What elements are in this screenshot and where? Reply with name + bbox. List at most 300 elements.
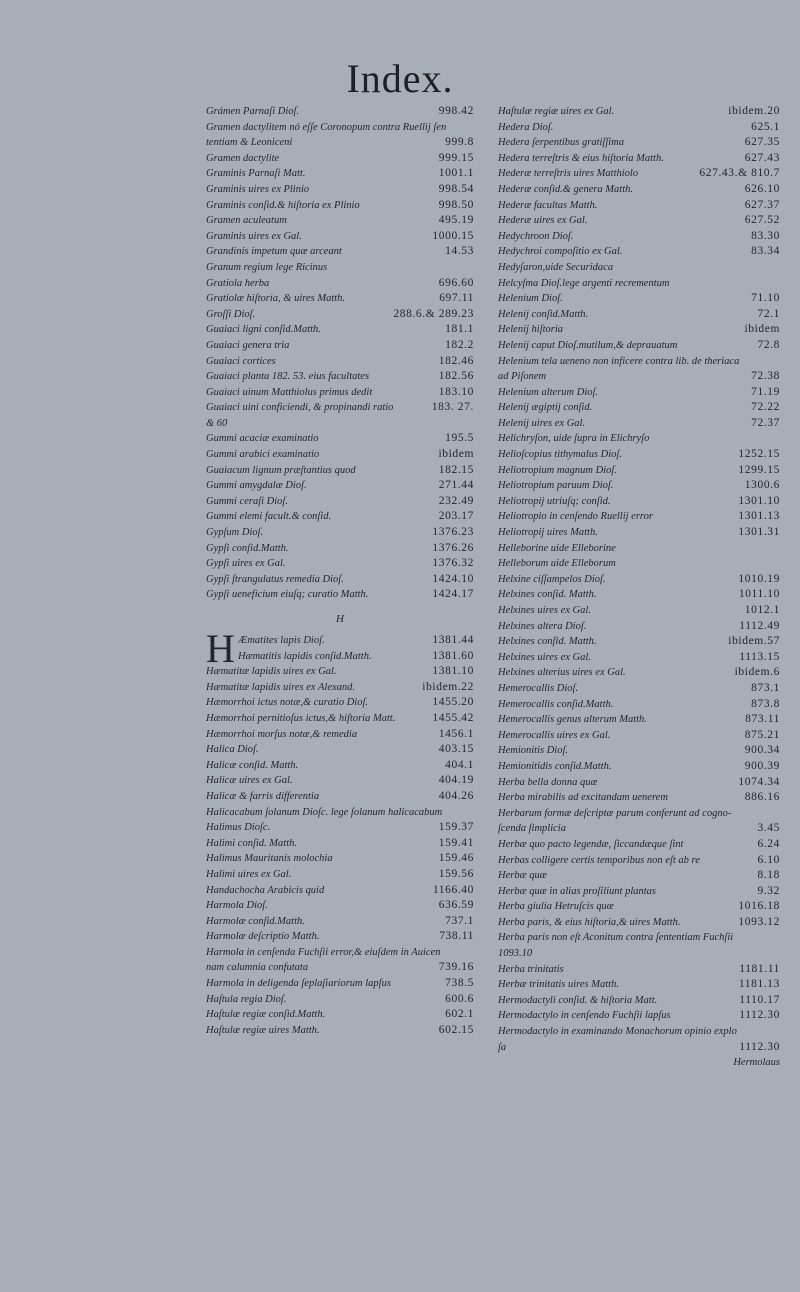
entry-reference: 1456.1 xyxy=(438,727,474,740)
index-entry xyxy=(498,182,780,198)
entry-term: Guaiaci ligni conſid.Matth. xyxy=(206,324,321,336)
entry-reference: 1166.40 xyxy=(432,883,474,896)
index-entry xyxy=(498,1040,780,1056)
index-entry xyxy=(498,385,780,401)
entry-term: Herbæ quæ in alias proſiliunt plantas xyxy=(498,885,657,897)
index-entry xyxy=(498,494,780,510)
entry-term: Haſtulæ regiæ uires ex Gal. xyxy=(498,106,615,117)
entry-reference: 83.34 xyxy=(751,245,780,258)
entry-term: Harmolæ deſcriptio Matth. xyxy=(206,931,320,943)
entry-term: Herbas colligere certis temporibus non eſt ab re xyxy=(498,854,700,866)
entry-term: Haſtulæ regiæ uires Matth. xyxy=(206,1024,320,1036)
entry-term: Helxine ciſſampelos Dioſ. xyxy=(498,573,606,585)
entry-term: Heliotropium magnum Dioſ. xyxy=(498,464,617,476)
entry-reference: 873.11 xyxy=(745,713,780,726)
entry-term: Herba paris, & eius hiſtoria,& uires Matth. xyxy=(498,916,681,928)
entry-term: Helenij caput Dioſ.mutilum,& deprauatum xyxy=(498,339,678,351)
entry-reference: 8.18 xyxy=(757,869,780,882)
entry-term: Hedera terreſtris & eius hiſtoria Matth. xyxy=(498,152,664,164)
index-entry xyxy=(206,758,474,774)
index-entry xyxy=(206,447,474,463)
entry-term: Halimus Mauritanis molochia xyxy=(206,853,333,865)
index-entry xyxy=(498,915,780,931)
entry-reference: 195.5 xyxy=(445,432,474,445)
index-entry xyxy=(498,619,780,635)
entry-reference: ibidem.22 xyxy=(422,680,474,693)
entry-reference: 182.2 xyxy=(445,338,474,351)
index-entry xyxy=(498,291,780,307)
index-entry xyxy=(206,727,474,743)
entry-term: Helenium Dioſ. xyxy=(498,293,563,305)
entry-term: Helxines alterius uires ex Gal. xyxy=(498,667,626,679)
entry-reference: 1455.42 xyxy=(432,711,474,724)
entry-reference: 600.6 xyxy=(445,992,474,1005)
index-entry xyxy=(206,992,474,1008)
index-entry xyxy=(498,151,780,167)
entry-reference: 873.8 xyxy=(751,697,780,710)
entry-reference: 72.1 xyxy=(757,307,780,320)
index-entry xyxy=(206,198,474,214)
entry-term: Halicacabum ſolanum Dioſc. lege ſolanum halicacabum xyxy=(206,806,443,818)
entry-term: Heliotropium paruum Dioſ. xyxy=(498,480,614,492)
index-entry xyxy=(498,260,780,276)
entry-term: Hederæ terreſtris uires Matthiolo xyxy=(498,168,639,180)
entry-term: Herba bella donna quæ xyxy=(498,776,598,788)
entry-reference: 404.19 xyxy=(438,774,474,787)
index-entry xyxy=(238,649,474,665)
entry-term: Æmatites lapis Dioſ. xyxy=(238,635,325,646)
entry-reference: 1376.26 xyxy=(432,541,474,554)
index-entry xyxy=(206,244,474,260)
entry-term: Halicæ & farris differentia xyxy=(206,790,320,802)
entry-term: Haſtulæ regiæ conſid.Matth. xyxy=(206,1009,326,1021)
index-entry xyxy=(498,728,780,744)
entry-reference: ibidem.57 xyxy=(728,635,780,648)
entry-reference: 627.52 xyxy=(744,214,780,227)
index-entry xyxy=(206,851,474,867)
entry-reference: 182.46 xyxy=(438,354,474,367)
entry-reference: 6.10 xyxy=(757,853,780,866)
entry-term: Helxines altera Dioſ. xyxy=(498,620,587,632)
entry-reference: 1074.34 xyxy=(738,775,780,788)
entry-reference: 1376.23 xyxy=(432,526,474,539)
entry-term: Heliotropij uires Matth. xyxy=(498,527,598,539)
index-entry xyxy=(498,229,780,245)
entry-reference: 1381.10 xyxy=(432,665,474,678)
entry-reference: 72.22 xyxy=(751,401,780,414)
dropcap-letter: H xyxy=(206,626,235,671)
entry-term: Hæmorrhoi pernitioſus ictus,& hiſtoria Matt. xyxy=(206,712,396,724)
entry-term: Halimi conſid. Matth. xyxy=(206,837,297,849)
index-entry xyxy=(498,525,780,541)
index-entry xyxy=(206,867,474,883)
entry-term: Hemerocallis Dioſ. xyxy=(498,682,579,694)
index-entry xyxy=(206,587,474,603)
entry-reference: 998.42 xyxy=(438,105,474,117)
entry-term: Guaiaci uinum Matthiolus primus dedit xyxy=(206,386,373,398)
entry-term: Harmolæ conſid.Matth. xyxy=(206,915,305,927)
entry-reference: 602.15 xyxy=(438,1023,474,1036)
index-entry xyxy=(206,120,474,136)
entry-term: ſa xyxy=(498,1041,507,1053)
index-entry xyxy=(206,509,474,525)
entry-term: Hedera ſerpentibus gratiſſima xyxy=(498,137,624,149)
entry-reference: 626.10 xyxy=(744,182,780,195)
index-entry xyxy=(498,322,780,338)
index-entry xyxy=(206,1007,474,1023)
index-entry xyxy=(206,976,474,992)
page-title: Index. xyxy=(346,56,454,101)
index-entry xyxy=(498,572,780,588)
entry-reference: 404.1 xyxy=(445,758,474,771)
index-entry xyxy=(498,743,780,759)
entry-term: Hæmatitæ lapidis uires ex Gal. xyxy=(206,666,337,678)
entry-term: Guaiaci cortices xyxy=(206,355,276,367)
entry-reference: 739.16 xyxy=(438,961,474,974)
entry-reference: 1424.10 xyxy=(432,572,474,585)
entry-term: Halicæ conſid. Matth. xyxy=(206,759,299,771)
entry-term: Helxines uires ex Gal. xyxy=(498,605,591,616)
index-entry xyxy=(206,400,474,416)
entry-reference: 602.1 xyxy=(445,1008,474,1021)
entry-term: Hedychroon Dioſ. xyxy=(498,230,574,242)
index-entry xyxy=(206,820,474,836)
entry-reference: 6.24 xyxy=(757,837,780,850)
entry-reference: 183. 27. xyxy=(431,401,474,414)
entry-term: Hederæ facultas Matth. xyxy=(498,199,598,211)
index-entry xyxy=(206,354,474,370)
entry-reference: 627.43 xyxy=(744,151,780,164)
entry-term: Helxines conſid. Matth. xyxy=(498,636,597,648)
entry-reference: 886.16 xyxy=(744,791,780,804)
entry-term: Helenij ægiptij conſid. xyxy=(498,402,593,414)
index-entry xyxy=(498,650,780,666)
dropcap-block xyxy=(206,626,474,671)
entry-term: Heliotropio in cenſendo Ruellij error xyxy=(498,511,653,523)
entry-reference: 697.11 xyxy=(439,292,474,305)
index-entry xyxy=(498,276,780,292)
entry-reference: 181.1 xyxy=(445,323,474,336)
entry-term: Gypſi conſid.Matth. xyxy=(206,542,289,554)
entry-reference: 1424.17 xyxy=(432,588,474,601)
index-entry xyxy=(498,509,780,525)
index-entry xyxy=(498,775,780,791)
index-entry xyxy=(498,1024,780,1040)
index-entry xyxy=(206,898,474,914)
index-entry xyxy=(498,541,780,557)
entry-term: Hedera Dioſ. xyxy=(498,121,554,133)
entry-reference: 1010.19 xyxy=(738,572,780,585)
entry-reference: 1112.49 xyxy=(739,619,780,632)
entry-reference: 1301.31 xyxy=(738,526,780,539)
index-entry xyxy=(206,213,474,229)
entry-reference: 1112.30 xyxy=(739,1040,780,1053)
entry-reference: 182.15 xyxy=(438,463,474,476)
index-entry xyxy=(498,104,780,120)
entry-term: Grandinis impetum quæ arceant xyxy=(206,246,342,258)
index-entry xyxy=(498,946,780,962)
entry-reference: 1113.15 xyxy=(739,650,780,663)
entry-term: Hæmatitæ lapidis uires ex Alexand. xyxy=(206,681,356,693)
index-entry xyxy=(498,837,780,853)
index-entry xyxy=(498,962,780,978)
right-column xyxy=(498,104,780,1068)
entry-reference: 1181.11 xyxy=(739,962,780,975)
entry-term: Herba giulia Hetruſcis quæ xyxy=(498,901,614,913)
entry-reference: 404.26 xyxy=(438,789,474,802)
entry-term: Helenij conſid.Matth. xyxy=(498,308,589,320)
index-entry xyxy=(498,244,780,260)
index-entry xyxy=(498,354,780,370)
entry-term: Helenij hiſtoria xyxy=(498,324,564,336)
index-entry xyxy=(498,884,780,900)
entry-reference: 9.32 xyxy=(757,884,780,897)
entry-term: Graminis uires ex Gal. xyxy=(206,230,302,242)
index-entry xyxy=(206,478,474,494)
entry-reference: 998.50 xyxy=(438,198,474,211)
entry-term: Hemionitis Dioſ. xyxy=(498,745,568,757)
entry-term: Gramen dactylite xyxy=(206,152,280,164)
entry-reference: 1381.44 xyxy=(432,634,474,646)
index-entry xyxy=(206,1023,474,1039)
entry-reference: 873.1 xyxy=(751,681,780,694)
entry-reference: 232.49 xyxy=(438,494,474,507)
entry-reference: ibidem xyxy=(744,323,780,336)
entry-term: Helxines uires ex Gal. xyxy=(498,651,591,663)
entry-term: Helcyſma Dioſ.lege argenti recrementum xyxy=(498,277,670,289)
index-entry xyxy=(498,135,780,151)
entry-term: Hæmorrhoi ictus notæ,& curatio Dioſ. xyxy=(206,697,368,709)
entry-term: Hemerocallis uires ex Gal. xyxy=(498,729,611,741)
entry-term: 1093.10 xyxy=(498,948,533,960)
entry-term: Graminis uires ex Plinio xyxy=(206,183,310,195)
entry-reference: ibidem xyxy=(438,448,474,461)
h-entries xyxy=(206,664,474,1038)
entry-reference: 1093.12 xyxy=(738,915,780,928)
index-entry xyxy=(206,260,474,276)
entry-reference: 403.15 xyxy=(438,743,474,756)
index-entry xyxy=(498,977,780,993)
entry-term: Heliotropij utriuſq; conſid. xyxy=(498,495,611,507)
index-entry xyxy=(206,229,474,245)
entry-term: Halica Dioſ. xyxy=(206,744,259,756)
entry-term: Gypſum Dioſ. xyxy=(206,527,264,539)
entry-term: Gypſi ueneficium eiuſq; curatio Matth. xyxy=(206,589,369,601)
entry-reference: 495.19 xyxy=(438,214,474,227)
entry-term: Graminis Parnaſi Matt. xyxy=(206,168,306,180)
entry-term: Harmola in deligenda ſeplaſiariorum lapſus xyxy=(206,978,391,990)
entry-reference: 625.1 xyxy=(751,120,780,133)
index-entry xyxy=(206,541,474,557)
index-entry xyxy=(498,431,780,447)
index-entry xyxy=(206,711,474,727)
entry-reference: 71.19 xyxy=(751,385,780,398)
index-entry xyxy=(498,213,780,229)
index-entry xyxy=(498,821,780,837)
entry-term: Hederæ conſid.& genera Matth. xyxy=(498,183,634,195)
entry-term: Gratiolæ hiſtoria, & uires Matth. xyxy=(206,293,346,305)
index-entry xyxy=(498,198,780,214)
index-entry xyxy=(206,369,474,385)
index-entry xyxy=(238,633,474,649)
entry-reference: 999.8 xyxy=(445,136,474,149)
index-entry xyxy=(498,993,780,1009)
entry-reference: 738.5 xyxy=(445,977,474,990)
entry-term: Herbarum formæ deſcriptæ parum conferunt ad cogno- xyxy=(498,807,732,819)
entry-term: Hemionitidis conſid.Matth. xyxy=(498,760,612,772)
entry-reference: 696.60 xyxy=(438,276,474,289)
entry-reference: 1300.6 xyxy=(744,479,780,492)
entry-term: Hæmatitis lapidis conſid.Matth. xyxy=(238,650,372,662)
index-entry xyxy=(206,742,474,758)
catchword: Hermolaus xyxy=(733,1057,780,1069)
index-entry xyxy=(206,914,474,930)
index-entry xyxy=(206,836,474,852)
index-entry xyxy=(498,478,780,494)
index-entry xyxy=(206,322,474,338)
entry-term: Gummi acaciæ examinatio xyxy=(206,433,319,445)
entry-reference: 1381.60 xyxy=(432,649,474,662)
index-entry xyxy=(206,695,474,711)
entry-term: Guaiaci genera tria xyxy=(206,339,290,351)
entry-term: Gypſi uires ex Gal. xyxy=(206,558,286,570)
entry-reference: 159.56 xyxy=(438,867,474,880)
entry-reference: 71.10 xyxy=(751,292,780,305)
index-entry xyxy=(206,525,474,541)
entry-term: Hedychroi compoſitio ex Gal. xyxy=(498,246,623,258)
entry-reference: 1001.1 xyxy=(438,167,474,180)
entry-term: Helenij uires ex Gal. xyxy=(498,417,586,429)
entry-reference: 1012.1 xyxy=(744,604,780,616)
index-entry xyxy=(498,681,780,697)
entry-term: Gramen dactylitem nó eſſe Coronopum contra Ruellij ſen xyxy=(206,121,447,133)
entry-term: Gummi amygdalæ Dioſ. xyxy=(206,480,307,492)
entry-term: Guaiaci planta 182. 53. eius facultates xyxy=(206,371,370,383)
entry-term: nam calumnia confutata xyxy=(206,962,309,974)
index-entry xyxy=(206,135,474,151)
entry-reference: 1011.10 xyxy=(738,588,780,601)
entry-term: Helleborine uide Elleborine xyxy=(498,542,616,554)
entry-term: Handachocha Arabicis quid xyxy=(206,884,325,896)
entry-term: Guaiaci uini conficiendi, & propinandi ratio xyxy=(206,402,394,414)
entry-term: Hemerocallis genus alterum Matth. xyxy=(498,714,647,726)
entry-term: Helenium tela ueneno non inficere contra lib. de theriaca xyxy=(498,355,740,367)
entry-reference: 1181.13 xyxy=(738,978,780,991)
entry-reference: 1299.15 xyxy=(738,463,780,476)
entry-reference: 72.38 xyxy=(751,370,780,383)
index-entry xyxy=(206,664,474,680)
entry-term: Helxines conſid. Matth. xyxy=(498,589,597,601)
index-entry xyxy=(206,945,474,961)
entry-term: Hermodactylo in examinando Monachorum opinio explo xyxy=(498,1026,737,1038)
index-entry xyxy=(498,463,780,479)
index-entry xyxy=(206,805,474,821)
entry-reference: 1376.32 xyxy=(432,557,474,570)
entry-term: tentiam & Leoniceni xyxy=(206,137,293,149)
index-entry xyxy=(206,680,474,696)
index-entry xyxy=(498,587,780,603)
entry-reference: 900.34 xyxy=(744,744,780,757)
index-entry xyxy=(206,151,474,167)
entry-term: & 60 xyxy=(206,417,228,429)
entry-term: Gummi ceraſi Dioſ. xyxy=(206,495,288,507)
entry-term: Groſſi Dioſ. xyxy=(206,308,256,320)
entry-reference: 72.8 xyxy=(757,338,780,351)
index-entry xyxy=(206,789,474,805)
entry-term: Hemerocallis conſid.Matth. xyxy=(498,698,614,710)
entry-reference: 636.59 xyxy=(438,899,474,912)
index-entry xyxy=(206,773,474,789)
index-entry xyxy=(206,416,474,432)
index-entry xyxy=(206,385,474,401)
entry-reference: 1110.17 xyxy=(739,993,780,1006)
entry-term: Herbæ quo pacto legendæ, ſiccandæque ſint xyxy=(498,838,684,850)
index-entry xyxy=(498,556,780,572)
index-entry xyxy=(206,104,474,120)
entry-reference: ibidem.20 xyxy=(728,105,780,117)
left-column xyxy=(206,104,474,1038)
index-entry xyxy=(206,166,474,182)
entry-reference: 288.6.& 289.23 xyxy=(393,307,474,320)
index-entry xyxy=(206,883,474,899)
entry-reference: 72.37 xyxy=(751,416,780,429)
entry-reference: 875.21 xyxy=(744,728,780,741)
entry-reference: 159.37 xyxy=(438,821,474,834)
index-entry xyxy=(206,276,474,292)
index-entry xyxy=(206,307,474,323)
index-entry xyxy=(498,1008,780,1024)
entry-term: Hederæ uires ex Gal. xyxy=(498,215,588,227)
entry-reference: 83.30 xyxy=(751,229,780,242)
entry-reference: 627.43.& 810.7 xyxy=(699,167,780,180)
index-entry xyxy=(498,120,780,136)
entry-term: Herbæ trinitatis uires Matth. xyxy=(498,979,619,991)
index-entry xyxy=(498,853,780,869)
entry-term: Gypſi ſtrangulatus remedia Dioſ. xyxy=(206,573,344,585)
index-entry xyxy=(498,868,780,884)
index-entry xyxy=(498,899,780,915)
entry-term: Hedyſaron,uide Securidaca xyxy=(498,261,614,273)
entry-reference: 1301.13 xyxy=(738,510,780,523)
entry-term: Gummi elemi facult.& conſid. xyxy=(206,511,332,523)
index-entry xyxy=(206,291,474,307)
index-entry xyxy=(498,166,780,182)
entry-reference: 1112.30 xyxy=(739,1009,780,1022)
index-entry xyxy=(206,929,474,945)
entry-reference: 999.15 xyxy=(438,151,474,164)
entry-reference: 998.54 xyxy=(438,182,474,195)
index-entry xyxy=(206,960,474,976)
entry-reference: 1455.20 xyxy=(432,696,474,709)
entry-reference: 183.10 xyxy=(438,385,474,398)
entry-term: Gramen aculeatum xyxy=(206,215,287,227)
entry-term: Halicæ uires ex Gal. xyxy=(206,775,293,787)
entry-term: Harmola in cenſenda Fuchſii error,& eiuſdem in Auicen xyxy=(206,946,441,958)
entry-reference: ibidem.6 xyxy=(734,666,780,679)
entry-reference: 14.53 xyxy=(445,245,474,258)
entry-term: Hermodactyli conſid. & hiſtoria Matt. xyxy=(498,994,658,1006)
entry-reference: 1301.10 xyxy=(738,494,780,507)
index-entry xyxy=(206,494,474,510)
index-entry xyxy=(498,712,780,728)
index-entry xyxy=(206,431,474,447)
entry-reference: 900.39 xyxy=(744,759,780,772)
entry-reference: 1252.15 xyxy=(738,448,780,461)
entry-reference: 1000.15 xyxy=(432,229,474,242)
entry-term: Hæmorrhoi morſus notæ,& remedia xyxy=(206,728,358,740)
entry-term: Graminis conſid.& hiſtoria ex Plinio xyxy=(206,199,360,211)
entry-term: Gummi arabici examinatio xyxy=(206,449,320,461)
